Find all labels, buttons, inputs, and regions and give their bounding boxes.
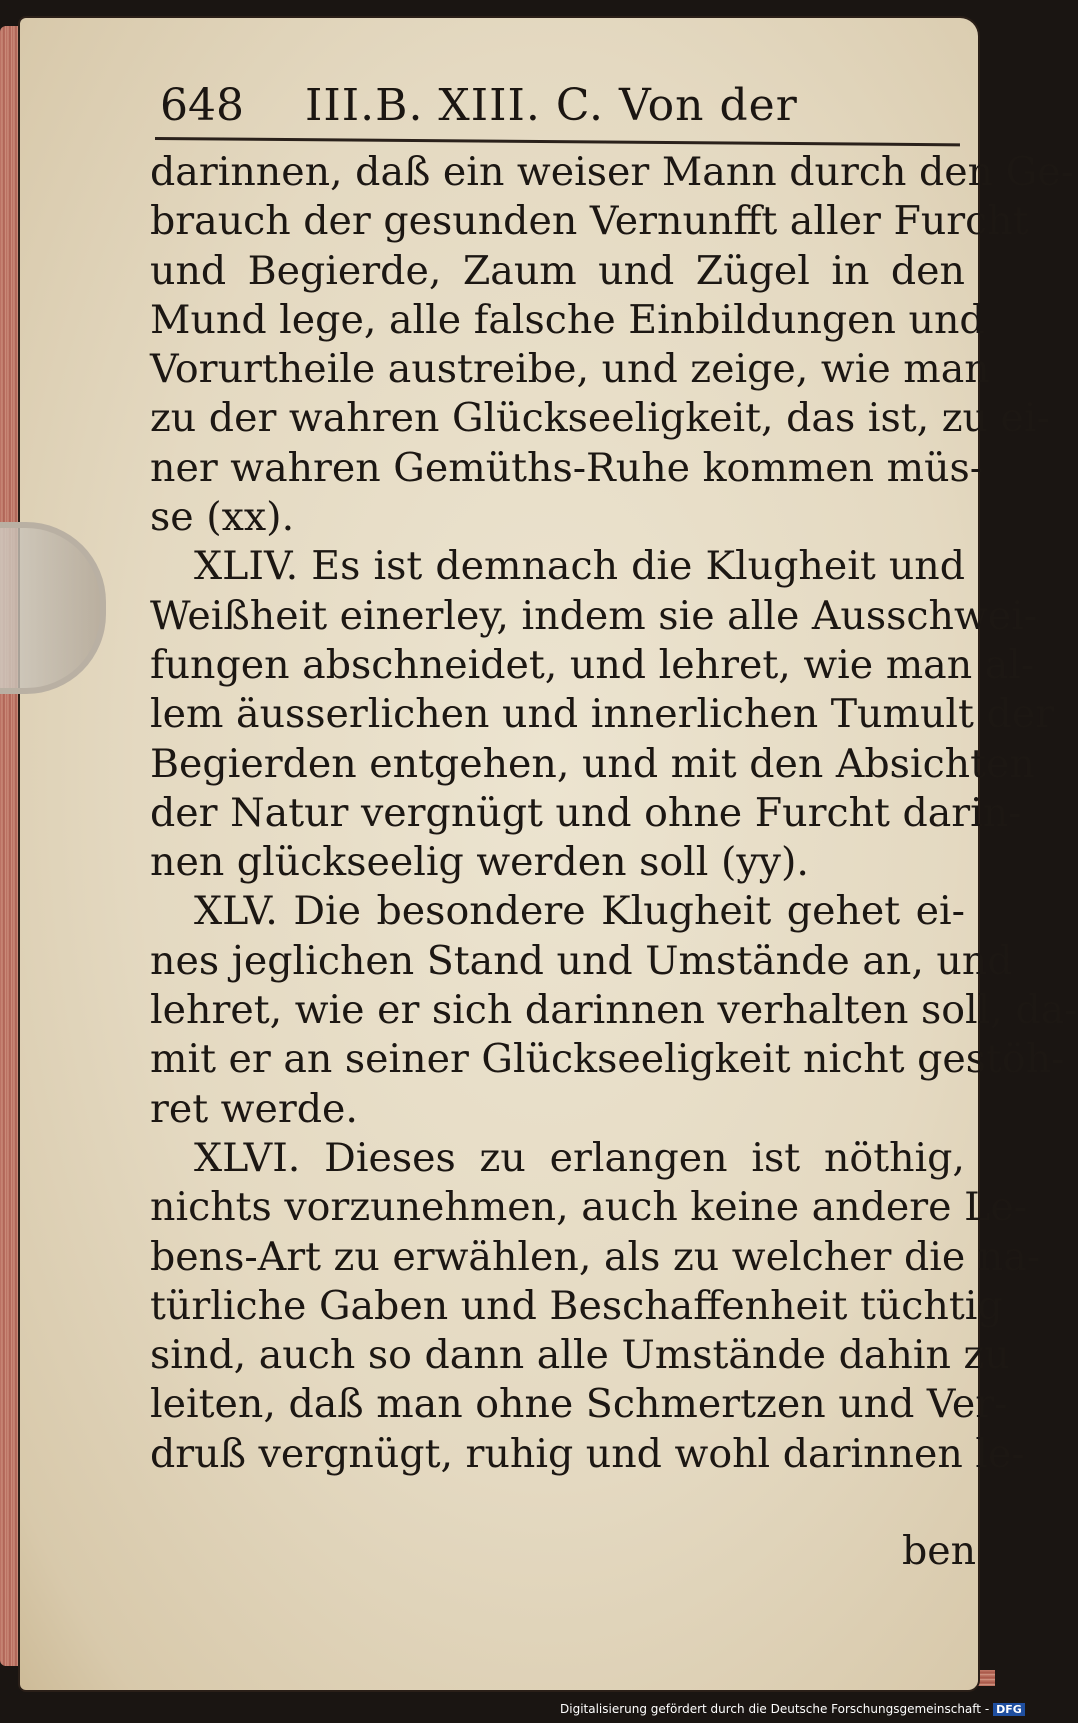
credit-text: Digitalisierung gefördert durch die Deutsche Forschungsgemeinschaft - bbox=[560, 1702, 990, 1716]
text-line: nichts vorzunehmen, auch keine andere Le- bbox=[150, 1184, 1028, 1231]
text-line: nes jeglichen Stand und Umstände an, und bbox=[150, 937, 1013, 984]
text-line: und Begierde, Zaum und Zügel in den bbox=[150, 247, 965, 294]
text-line: fungen abschneidet, und lehret, wie man al- bbox=[150, 641, 1035, 688]
text-line: darinnen, daß ein weiser Mann durch den Ge- bbox=[150, 149, 1074, 195]
text-line: Vorurtheile austreibe, und zeige, wie man bbox=[150, 346, 990, 393]
catchword: ben bbox=[902, 1528, 977, 1574]
text-line: lem äusserlichen und innerlichen Tumult der bbox=[150, 691, 1054, 738]
text-line: leiten, daß man ohne Schmertzen und Ver- bbox=[150, 1381, 1008, 1428]
text-line: bens-Art zu erwählen, als zu welcher die na- bbox=[150, 1233, 1041, 1280]
text-line: Begierden entgehen, und mit den Absichten bbox=[150, 740, 1035, 787]
text-line: brauch der gesunden Vernunfft aller Furcht bbox=[150, 198, 1029, 245]
text-line: lehret, wie er sich darinnen verhalten soll, da- bbox=[150, 987, 1078, 1034]
text-line: zu der wahren Glückseeligkeit, das ist, zu ei- bbox=[150, 395, 1050, 442]
text-line: mit er an seiner Glückseeligkeit nicht gestöh- bbox=[150, 1036, 1065, 1083]
text-line: XLVI. Dieses zu erlangen ist nöthig, bbox=[194, 1134, 965, 1181]
text-line: druß vergnügt, ruhig und wohl darinnen le- bbox=[150, 1430, 1025, 1477]
text-line: nen glückseelig werden soll (yy). bbox=[150, 839, 809, 886]
text-line: Weißheit einerley, indem sie alle Ausschwei- bbox=[150, 592, 1038, 639]
text-line: sind, auch so dann alle Umstände dahin zu bbox=[150, 1332, 1010, 1379]
digitization-credit bbox=[560, 1702, 1022, 1720]
body-text bbox=[150, 148, 1078, 1479]
text-line: Mund lege, alle falsche Einbildungen und bbox=[150, 296, 985, 343]
text-line: XLV. Die besondere Klugheit gehet ei- bbox=[194, 888, 965, 935]
text-line: ret werde. bbox=[150, 1085, 358, 1132]
text-line: türliche Gaben und Beschaffenheit tüchtig bbox=[150, 1282, 1003, 1329]
running-header bbox=[150, 70, 975, 140]
text-line: ner wahren Gemüths-Ruhe kommen müs- bbox=[150, 444, 984, 491]
text-line: XLIV. Es ist demnach die Klugheit und bbox=[194, 543, 965, 590]
text-line: se (xx). bbox=[150, 494, 295, 541]
dfg-logo: DFG bbox=[993, 1703, 1025, 1716]
running-title: III.B. XIII. C. Von der bbox=[305, 80, 798, 131]
text-line: der Natur vergnügt und ohne Furcht darin- bbox=[150, 789, 1022, 836]
page-number: 648 bbox=[160, 80, 244, 131]
